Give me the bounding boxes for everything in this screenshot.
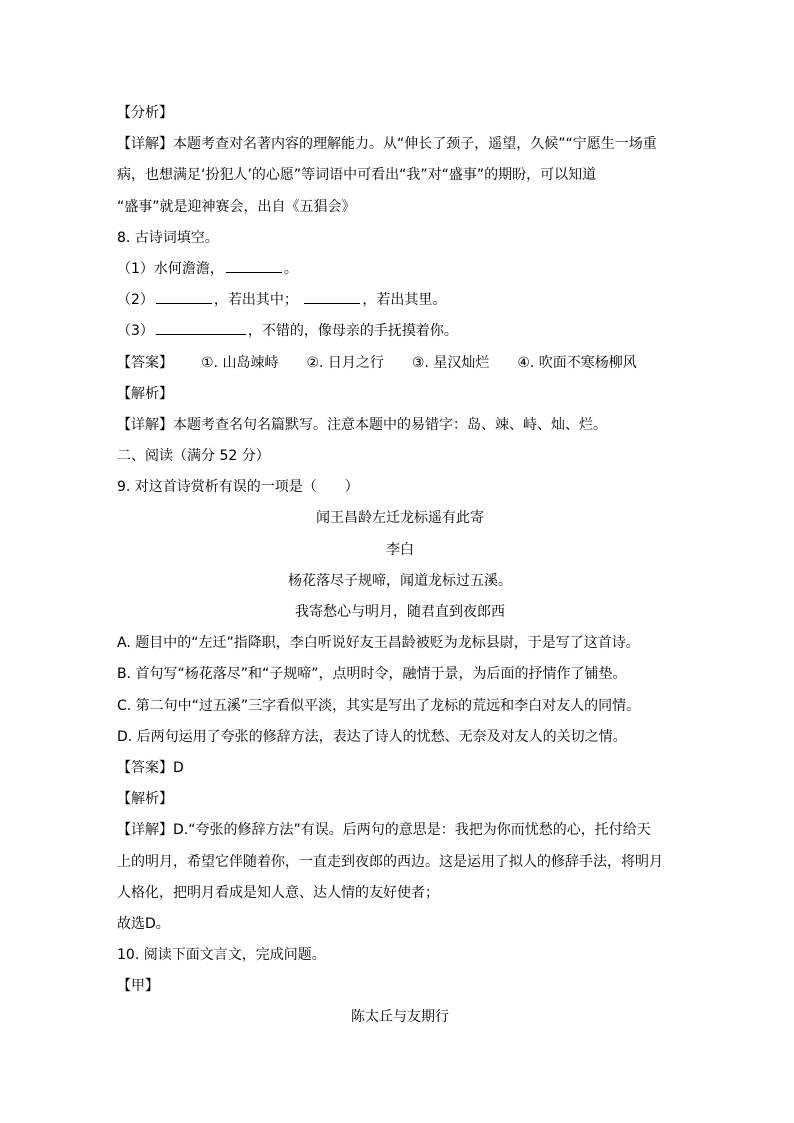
q8-item-1 <box>117 254 683 285</box>
q10-part-label: 【甲】 <box>117 978 159 995</box>
q9-detail-line: 人格化，把明月看成是知人意、达人情的友好使者； <box>117 884 439 901</box>
fill-blank <box>156 320 246 335</box>
answer-item: ①. 山岛竦峙 <box>201 354 279 371</box>
q8-analysis-label: 【解析】 <box>117 385 173 402</box>
q8-item-text: 。 <box>283 260 298 277</box>
answer-label: 【答案】 <box>117 354 173 371</box>
q8-item-text: （1）水何澹澹， <box>117 260 224 277</box>
q10-title: 10. 阅读下面文言文，完成问题。 <box>117 947 326 964</box>
option-d: D. 后两句运用了夸张的修辞方法，表达了诗人的忧愁、无奈及对友人的关切之情。 <box>117 728 627 745</box>
poem-line: 我寄愁心与明月，随君直到夜郎西 <box>295 604 505 620</box>
q8-item-2 <box>117 285 683 316</box>
q9-answer: 【答案】D <box>117 759 184 776</box>
document-page <box>117 98 683 1034</box>
q8-answer <box>117 348 683 379</box>
poem-author: 李白 <box>386 541 414 558</box>
fill-blank <box>226 258 282 273</box>
q9-detail-line: 上的明月，希望它伴随着你，一直走到夜郎的西边。这是运用了拟人的修辞手法，将明月 <box>117 853 663 870</box>
section-heading: 二、阅读（满分 52 分） <box>117 448 270 465</box>
answer-item: ③. 星汉灿烂 <box>411 354 490 371</box>
q8-title: 8. 古诗词填空。 <box>117 229 219 246</box>
q7-detail-line: 【详解】本题考查对名著内容的理解能力。从“伸长了颈子，遥望，久候”“宁愿生一场重 <box>117 136 657 153</box>
option-b: B. 首句写“杨花落尽”和“子规啼”，点明时令，融情于景，为后面的抒情作了铺垫。 <box>117 666 627 683</box>
q9-title: 9. 对这首诗赏析有误的一项是（ ） <box>117 479 359 496</box>
q9-detail-line: 故选D。 <box>117 915 170 932</box>
option-c: C. 第二句中“过五溪”三字看似平淡，其实是写出了龙标的荒远和李白对友人的同情。 <box>117 697 641 714</box>
fill-blank <box>156 289 212 304</box>
q8-item-text: ，若出其中； <box>213 292 298 309</box>
fill-blank <box>304 289 360 304</box>
q9-analysis-label: 【解析】 <box>117 791 173 808</box>
q10-text-title: 陈太丘与友期行 <box>351 1009 449 1026</box>
poem-line: 杨花落尽子规啼，闻道龙标过五溪。 <box>288 572 512 589</box>
answer-item: ④. 吹面不寒杨柳风 <box>517 354 637 371</box>
option-a: A. 题目中的“左迁”指降职，李白听说好友王昌龄被贬为龙标县尉，于是写了这首诗。 <box>117 635 640 652</box>
q7-detail-line: 病，也想满足‘扮犯人’的心愿”等词语中可看出“我”对“盛事”的期盼，可以知道 <box>117 167 597 184</box>
q8-detail: 【详解】本题考查名句名篇默写。注意本题中的易错字：岛、竦、峙、灿、烂。 <box>117 416 607 433</box>
q8-item-3 <box>117 316 683 347</box>
q9-detail-line: 【详解】D.“夸张的修辞方法”有误。后两句的意思是：我把为你而忧愁的心，托付给天 <box>117 822 651 839</box>
answer-item: ②. 日月之行 <box>306 354 384 371</box>
q8-item-text: （2） <box>117 292 154 309</box>
q7-analysis-label: 【分析】 <box>117 105 173 121</box>
poem-title: 闻王昌龄左迁龙标遥有此寄 <box>316 510 484 527</box>
q8-item-text: ，若出其里。 <box>362 292 447 309</box>
q8-item-text: ，不错的，像母亲的手抚摸着你。 <box>247 323 458 340</box>
q7-detail-line: “盛事”就是迎神赛会，出自《五猖会》 <box>117 198 356 215</box>
q8-item-text: （3） <box>117 323 154 340</box>
